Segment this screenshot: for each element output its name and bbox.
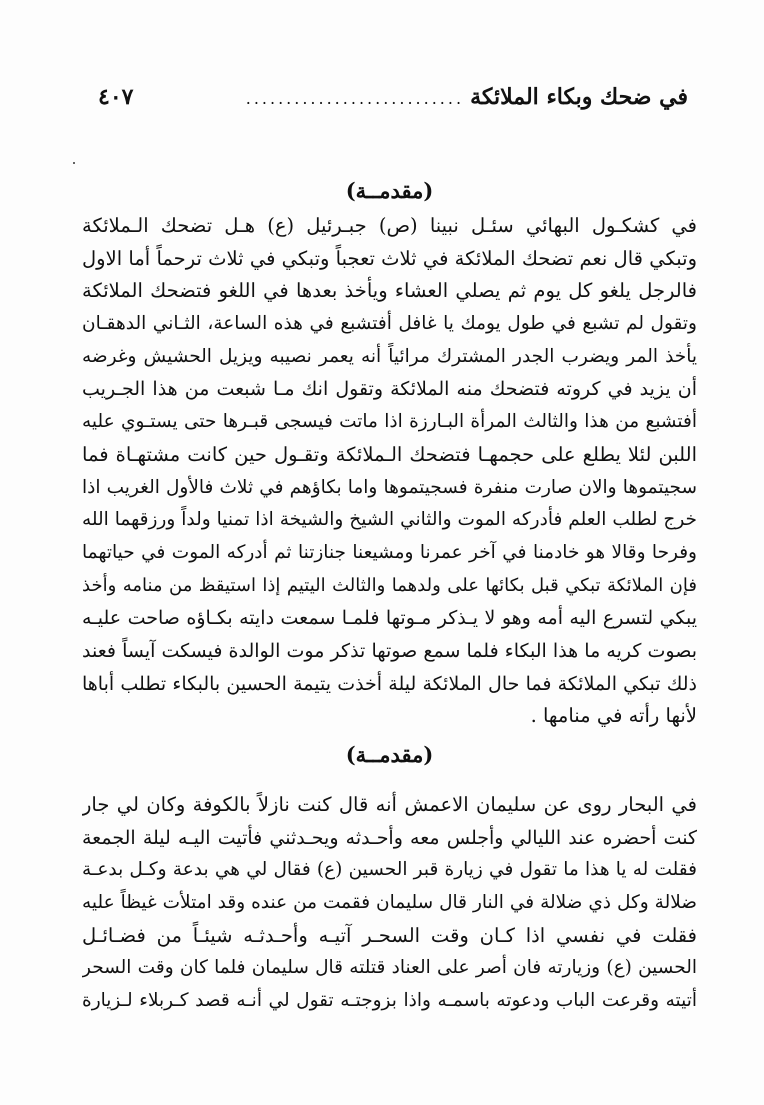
text-line: فقلت في نفسي اذا كـان وقت السحـر آتيـه وأحـدثـه شيئـاً من فضـائـل bbox=[82, 923, 697, 947]
text-line: بصوت كريه ما هذا البكاء فلما سمع صوتها تذكر موت الوالدة فيسكت آيساً فعند bbox=[82, 639, 697, 662]
text-line: أتيته وقرعت الباب ودعوته باسمـه واذا بزوجتـه تقول لي أنـه قصد كـربلاء لـزيارة bbox=[82, 990, 697, 1012]
text-line: فقلت له يا هذا ما تقول في زيارة قبر الحسين (ع) فقال لي هي بدعة وكـل بدعـة bbox=[82, 859, 697, 881]
running-header bbox=[98, 82, 688, 114]
text-line: ضلالة وكل ذي ضلالة في النار قال سليمان فقمت من عنده وقد امتلأت غيظاً عليه bbox=[82, 892, 697, 914]
running-title: في ضحك وبكاء الملائكة bbox=[470, 84, 688, 110]
text-line: سجيتموها والان صارت منفرة فسجيتموها واما بكاؤهم في ثلاث فالأول الغريب اذا bbox=[82, 476, 697, 498]
text-line: يبكي لتسرع اليه أمه وهو لا يـذكر مـوتها فلمـا سمعت دايته بكـاؤه صاحت عليـه bbox=[82, 607, 697, 630]
text-line: في كشكـول البهائي سئـل نبينا (ص) جبـرئيل (ع) هـل تضحك الـملائكة bbox=[82, 214, 697, 237]
page-number: ٤٠٧ bbox=[98, 84, 134, 110]
text-line: أن يزيد في كروته فتضحك منه الملائكة وتقول انك مـا شبعت من هذا الجـريب bbox=[82, 378, 697, 401]
text-line: ذلك تبكي الملائكة فما حال الملائكة ليلة أخذت يتيمة الحسين بالبكاء تطلب أباها bbox=[82, 672, 697, 695]
text-line: وفرحا وقالا هو خادمنا في آخر عمرنا ومشيعنا جنازتنا ثم أدركه الموت في حياتهما bbox=[82, 541, 697, 563]
leader-dots: ........................... bbox=[245, 89, 465, 108]
text-line: خرج لطلب العلم فأدركه الموت والثاني الشيخ والشيخة اذا تمنيا ولداً ورزقهما الله bbox=[82, 509, 697, 531]
text-line: في البحار روى عن سليمان الاعمش أنه قال كنت نازلاً بالكوفة وكان لي جار bbox=[82, 793, 697, 816]
text-line: اللبن لئلا يطلع على حجمهـا فتضحك الـملائكة وتقـول حين كانت مشتهـاة فما bbox=[82, 442, 697, 466]
section-heading-2: (مقدمــة) bbox=[345, 742, 434, 767]
ink-speck bbox=[73, 162, 75, 164]
section-heading-1: (مقدمــة) bbox=[345, 178, 434, 203]
section-body-2 bbox=[82, 789, 697, 1018]
text-line: أفتشبع من هذا والثالث المرأة البـارزة اذا ماتت فيسجى قبـرها حتى يستـوي عليه bbox=[82, 411, 697, 433]
text-line: وتبكي قال نعم تضحك الملائكة في ثلاث تعجباً وتبكي في ثلاث ترحماً أما الاول bbox=[82, 246, 697, 270]
text-line: الحسين (ع) وزيارته فان أصر على العناد قتلته قال سليمان فلما كان وقت السحر bbox=[82, 957, 697, 979]
text-line: فالرجل يلغو كل يوم ثم يصلي العشاء ويأخذ بعدها في اللغو فتضحك الملائكة bbox=[82, 279, 697, 303]
text-line: وتقول لم تشبع في طول يومك يا غافل أفتشبع في هذه الساعة، الثـاني الدهقـان bbox=[82, 313, 697, 335]
section-body-1 bbox=[82, 210, 697, 733]
text-line: يأخذ المر ويضرب الجدر المشترك مرائياً أنه يعمر نصيبه ويزيل الحشيش وغرضه bbox=[82, 345, 697, 367]
text-line: كنت أحضره عند الليالي وأجلس معه وأحـدثه ويحـدثني فأتيت اليـه ليلة الجمعة bbox=[82, 826, 697, 849]
text-line: فإن الملائكة تبكي قبل بكائها على ولدهما والثالث اليتيم إذا استيقظ من منامه وأخذ bbox=[82, 574, 697, 596]
text-line: لأنها رأته في منامها . bbox=[530, 704, 697, 728]
